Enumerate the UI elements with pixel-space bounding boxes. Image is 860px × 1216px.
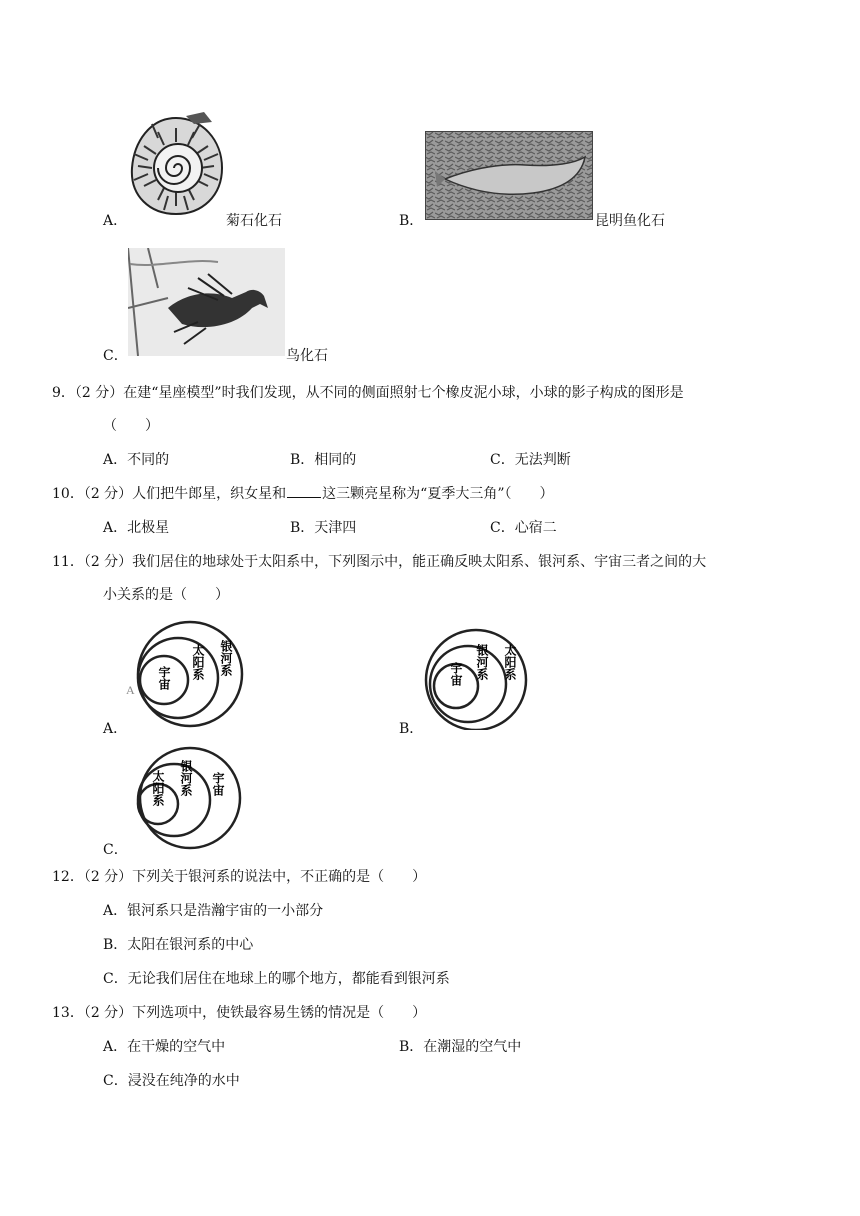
option-label: C． (103, 842, 128, 858)
option-c[interactable]: C．心宿二 (490, 520, 557, 536)
outer-label: 太阳系 (503, 644, 517, 680)
option-label: A． (103, 213, 128, 229)
outer-label: 银河系 (219, 640, 233, 676)
question-stem: 12．（2 分）下列关于银河系的说法中，不正确的是（ ） (52, 869, 427, 885)
question-stem: 9．（2 分）在建“星座模型”时我们发现，从不同的侧面照射七个橡皮泥小球，小球的影子构成的图形是 (52, 385, 684, 401)
ammonite-fossil-image (124, 112, 228, 220)
option-a[interactable]: A．在干燥的空气中 (103, 1039, 226, 1055)
question-stem: 11．（2 分）我们居住的地球处于太阳系中，下列图示中，能正确反映太阳系、银河系、宇宙三者之间的大 (52, 554, 707, 570)
option-b[interactable]: B．相同的 (290, 452, 357, 468)
stem-part-1: 10．（2 分）人们把牛郎星，织女星和 (52, 486, 287, 502)
inner-label: 宇宙 (157, 666, 171, 690)
answer-bracket: （ ） (103, 418, 159, 434)
middle-label: 银河系 (475, 644, 489, 680)
option-label: B． (399, 721, 424, 737)
kunming-fish-fossil-image (425, 131, 593, 220)
inner-label: 太阳系 (151, 770, 165, 806)
nested-circles-diagram-a (120, 618, 270, 728)
ammonite-caption: 菊石化石 (226, 213, 282, 229)
option-a[interactable]: A．不同的 (103, 452, 170, 468)
option-label: C． (103, 348, 128, 364)
option-c[interactable]: C．无论我们居住在地球上的哪个地方，都能看到银河系 (103, 971, 450, 987)
option-c[interactable]: C．浸没在纯净的水中 (103, 1073, 240, 1089)
option-a[interactable]: A．银河系只是浩瀚宇宙的一小部分 (103, 903, 324, 919)
nested-circles-diagram-c (130, 744, 250, 852)
option-b[interactable]: B．天津四 (290, 520, 357, 536)
middle-label: 银河系 (179, 760, 193, 796)
option-b[interactable]: B．在潮湿的空气中 (399, 1039, 522, 1055)
fish-caption: 昆明鱼化石 (595, 213, 665, 229)
option-b[interactable]: B．太阳在银河系的中心 (103, 937, 254, 953)
bird-caption: 鸟化石 (286, 348, 328, 364)
question-stem-continued: 小关系的是（ ） (103, 587, 229, 603)
option-label: A． (103, 721, 128, 737)
bird-fossil-image (128, 248, 285, 356)
middle-label: 太阳系 (191, 644, 205, 680)
option-c[interactable]: C．无法判断 (490, 452, 571, 468)
stem-part-2: 这三颗亮星称为“夏季大三角”（ ） (322, 486, 554, 502)
nested-circles-diagram-b (418, 626, 532, 730)
option-a[interactable]: A．北极星 (103, 520, 170, 536)
stray-mark: A (126, 683, 135, 697)
inner-label: 宇宙 (449, 662, 463, 686)
question-stem (52, 483, 554, 503)
option-label: B． (399, 213, 424, 229)
fill-blank[interactable] (287, 485, 321, 498)
outer-label: 宇宙 (211, 772, 225, 796)
question-stem: 13．（2 分）下列选项中，使铁最容易生锈的情况是（ ） (52, 1005, 427, 1021)
